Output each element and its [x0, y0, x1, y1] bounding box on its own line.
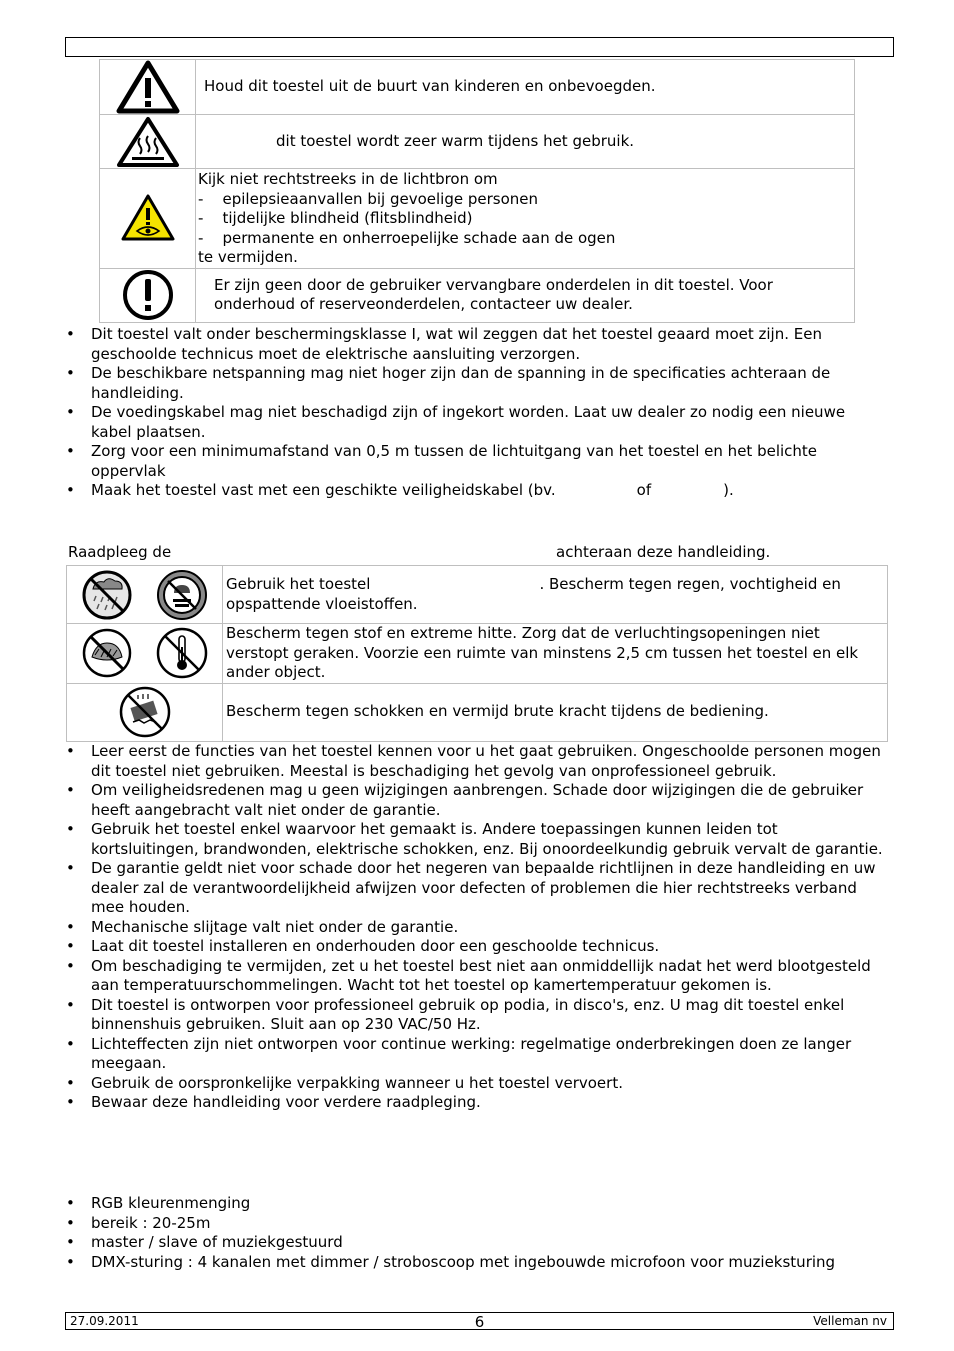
- list-item: • Om beschadiging te vermijden, zet u het toestel best niet aan onmiddellijk nadat het werd blootgesteld aan temperatuurschommelingen. Wacht tot het toestel op kamertemperatuur gekomen is.: [64, 957, 889, 996]
- general-guidelines-list: [64, 742, 889, 1113]
- warning-text: dit toestel wordt zeer warm tijdens het gebruik.: [196, 115, 855, 169]
- warning-text: Er zijn geen door de gebruiker vervangbare onderdelen in dit toestel. Voor onderhoud of reserveonderdelen, contacteer uw dealer.: [196, 268, 855, 322]
- warning-text: Houd dit toestel uit de buurt van kinderen en onbevoegden.: [196, 60, 855, 115]
- list-item: • Dit toestel valt onder beschermingsklasse I, wat wil zeggen dat het toestel geaard moet zijn. Een geschoolde technicus moet de elektrische aansluiting verzorgen.: [64, 325, 889, 364]
- list-item: • Om veiligheidsredenen mag u geen wijzigingen aanbrengen. Schade door wijzigingen die de gebruiker heeft aangebracht valt niet onder de garantie.: [64, 781, 889, 820]
- no-moisture-icon: [154, 569, 210, 621]
- safety-cable-end: ).: [723, 481, 734, 499]
- list-item: • Gebruik het toestel enkel waarvoor het gemaakt is. Andere toepassingen kunnen leiden tot kortsluitingen, brandwonden, elektrische schokken, enz. Bij onoordeelkundig gebruik vervalt de garantie.: [64, 820, 889, 859]
- safety-icon-cell: [67, 683, 223, 741]
- list-item: • master / slave of muziekgestuurd: [64, 1233, 889, 1253]
- safety-text-pre: Gebruik het toestel: [226, 575, 371, 593]
- hot-surface-icon: [116, 116, 180, 168]
- no-dust-icon: [79, 627, 135, 679]
- safety-row: [67, 566, 888, 624]
- warning-line: te vermijden.: [198, 248, 298, 266]
- warning-text-block: [196, 169, 855, 269]
- safety-row: [67, 683, 888, 741]
- list-item: • Leer eerst de functies van het toestel kennen voor u het gaat gebruiken. Ongeschoolde personen mogen dit toestel niet gebruiken. Meestal is beschadiging het gevolg van onprofessioneel gebruik.: [64, 742, 889, 781]
- warning-icon-cell: [100, 60, 196, 115]
- safety-cable-text: Maak het toestel vast met een geschikte veiligheidskabel (bv.: [91, 481, 556, 499]
- page-number: 6: [474, 1313, 485, 1331]
- list-item: • DMX-sturing : 4 kanalen met dimmer / stroboscoop met ingebouwde microfoon voor muzieksturing: [64, 1253, 889, 1273]
- list-item: • Mechanische slijtage valt niet onder de garantie.: [64, 918, 889, 938]
- list-item: • Lichteffecten zijn niet ontworpen voor continue werking: regelmatige onderbrekingen doen ze langer meegaan.: [64, 1035, 889, 1074]
- list-item: • Dit toestel is ontworpen voor professioneel gebruik op podia, in disco's, enz. U mag dit toestel enkel binnenshuis gebruiken. Sluit aan op 230 VAC/50 Hz.: [64, 996, 889, 1035]
- list-item: • De garantie geldt niet voor schade door het negeren van bepaalde richtlijnen in deze handleiding en uw dealer zal de verantwoordelijkheid afwijzen voor defecten of problemen die hier rechtstreeks verband mee houden.: [64, 859, 889, 918]
- safety-table: [66, 565, 888, 742]
- electrical-guidelines-list: [64, 325, 889, 501]
- warning-icon-cell: [100, 115, 196, 169]
- list-item: • bereik : 20-25m: [64, 1214, 889, 1234]
- list-item: • Laat dit toestel installeren en onderhouden door een geschoolde technicus.: [64, 937, 889, 957]
- warning-line: Kijk niet rechtstreeks in de lichtbron om: [198, 170, 498, 188]
- footer-company: Velleman nv: [813, 1314, 887, 1328]
- warning-icon-cell: [100, 268, 196, 322]
- consult-text-left: Raadpleeg de: [68, 543, 172, 561]
- warning-line: - epilepsieaanvallen bij gevoelige personen: [198, 189, 538, 208]
- warning-icon-cell: [100, 169, 196, 269]
- warning-line: - permanente en onherroepelijke schade aan de ogen: [198, 228, 616, 247]
- exclamation-circle-icon: [119, 269, 177, 321]
- safety-text-post: . Bescherm tegen regen, vochtigheid en opspattende vloeistoffen.: [226, 575, 841, 613]
- safety-text: [223, 566, 888, 624]
- no-heat-icon: [154, 627, 210, 679]
- warning-row: [100, 169, 855, 269]
- warning-row: [100, 115, 855, 169]
- consult-text-right: achteraan deze handleiding.: [556, 543, 771, 561]
- list-item: • De voedingskabel mag niet beschadigd zijn of ingekort worden. Laat uw dealer zo nodig een nieuwe kabel plaatsen.: [64, 403, 889, 442]
- features-list: [64, 1194, 889, 1272]
- no-shock-icon: [117, 686, 173, 738]
- safety-cable-or: of: [636, 481, 652, 499]
- no-rain-icon: [79, 569, 135, 621]
- warning-table: [99, 59, 855, 323]
- safety-text: Bescherm tegen stof en extreme hitte. Zorg dat de verluchtingsopeningen niet verstopt geraken. Voorzie een ruimte van minstens 2,5 cm tussen het toestel en elk ander object.: [223, 624, 888, 684]
- safety-text: Bescherm tegen schokken en vermijd brute kracht tijdens de bediening.: [223, 683, 888, 741]
- list-item: • De beschikbare netspanning mag niet hoger zijn dan de spanning in de specificaties achteraan de handleiding.: [64, 364, 889, 403]
- list-item: • RGB kleurenmenging: [64, 1194, 889, 1214]
- safety-icon-cell: [67, 624, 223, 684]
- warning-row: [100, 268, 855, 322]
- safety-row: [67, 624, 888, 684]
- list-item: • Gebruik de oorspronkelijke verpakking wanneer u het toestel vervoert.: [64, 1074, 889, 1094]
- list-item: • Bewaar deze handleiding voor verdere raadpleging.: [64, 1093, 889, 1113]
- warning-row: [100, 60, 855, 115]
- list-item: [64, 481, 889, 501]
- warning-line: - tijdelijke blindheid (flitsblindheid): [198, 209, 473, 227]
- eye-hazard-icon: [120, 193, 176, 243]
- safety-icon-cell: [67, 566, 223, 624]
- page-footer: [65, 1312, 894, 1330]
- footer-date: 27.09.2011: [70, 1314, 139, 1328]
- list-item: • Zorg voor een minimumafstand van 0,5 m tussen de lichtuitgang van het toestel en het belichte oppervlak: [64, 442, 889, 481]
- page-header-box: [65, 37, 894, 57]
- warning-triangle-icon: [116, 60, 180, 114]
